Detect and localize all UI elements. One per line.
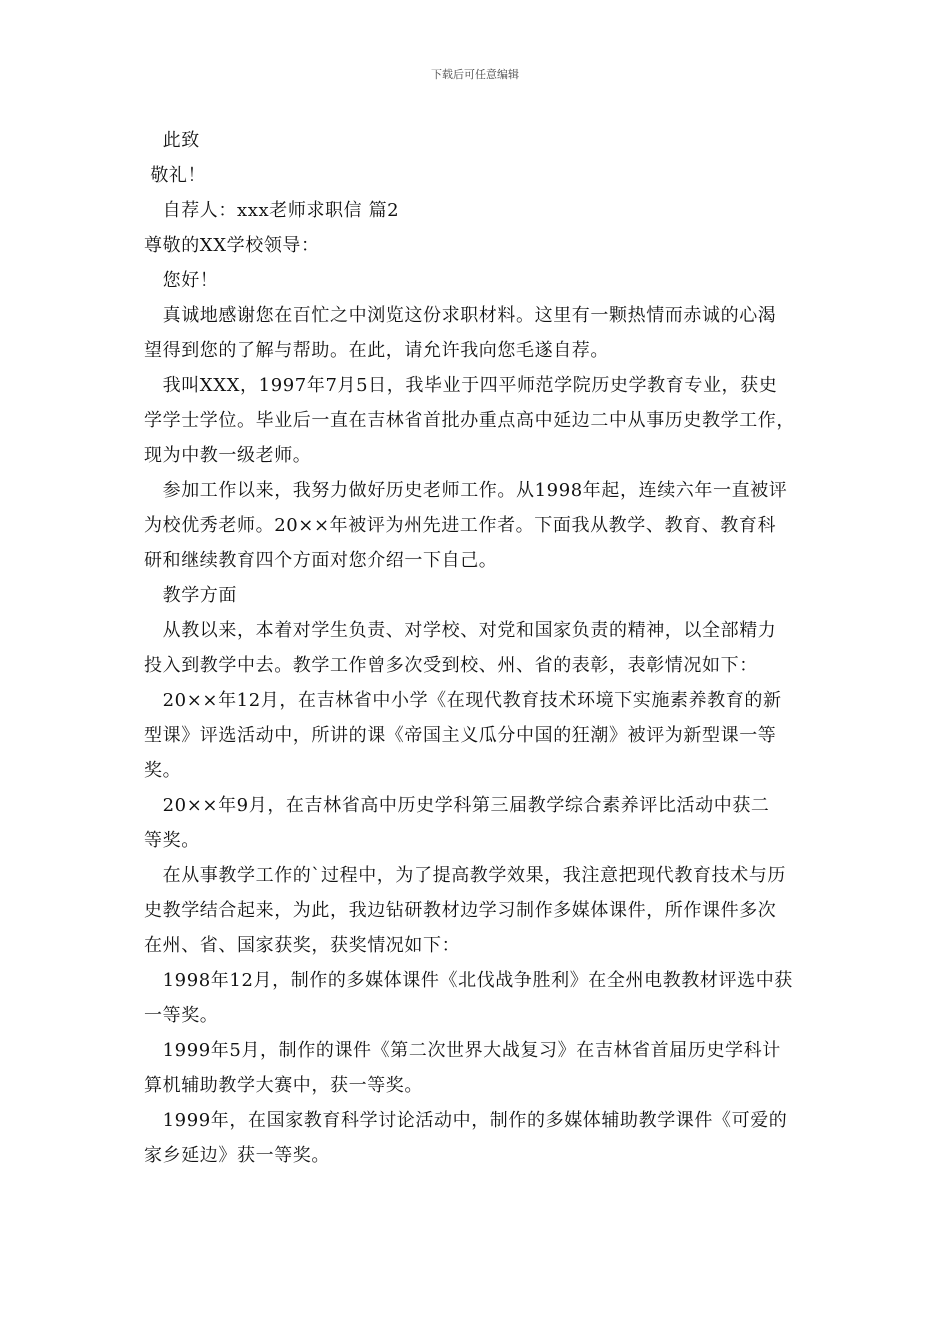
text-line: 史教学结合起来，为此，我边钻研教材边学习制作多媒体课件，所作课件多次 [144, 900, 777, 921]
text-line: 从教以来，本着对学生负责、对学校、对党和国家负责的精神，以全部精力 [144, 620, 777, 641]
text-line: 真诚地感谢您在百忙之中浏览这份求职材料。这里有一颗热情而赤诚的心渴 [144, 305, 777, 326]
text-line: 望得到您的了解与帮助。在此，请允许我向您毛遂自荐。 [144, 340, 609, 361]
letter-body [144, 123, 820, 1173]
text-line: 教学方面 [144, 585, 237, 606]
text-line: 一等奖。 [144, 1005, 219, 1026]
text-line: 参加工作以来，我努力做好历史老师工作。从1998年起，连续六年一直被评 [144, 480, 788, 501]
text-line: 等奖。 [144, 830, 200, 851]
text-line: 1998年12月，制作的多媒体课件《北伐战争胜利》在全州电教教材评选中获 [144, 970, 793, 991]
text-line: 投入到教学中去。教学工作曾多次受到校、州、省的表彰，表彰情况如下： [144, 655, 758, 676]
text-line: 学学士学位。毕业后一直在吉林省首批办重点高中延边二中从事历史教学工作， [144, 410, 795, 431]
text-line: 此致 [144, 130, 200, 151]
text-line: 家乡延边》获一等奖。 [144, 1145, 330, 1166]
text-line: 1999年，在国家教育科学讨论活动中，制作的多媒体辅助教学课件《可爱的 [144, 1110, 788, 1131]
text-line: 1999年5月，制作的课件《第二次世界大战复习》在吉林省首届历史学科计 [144, 1040, 781, 1061]
text-line: 算机辅助教学大赛中，获一等奖。 [144, 1075, 423, 1096]
text-line: 20××年9月，在吉林省高中历史学科第三届教学综合素养评比活动中获二 [144, 795, 770, 816]
text-line: 奖。 [144, 760, 182, 781]
text-line: 为校优秀老师。20××年被评为州先进工作者。下面我从教学、教育、教育科 [144, 515, 777, 536]
text-line: 尊敬的XX学校领导： [144, 235, 320, 256]
text-line: 在州、省、国家获奖，获奖情况如下： [144, 935, 461, 956]
text-line: 研和继续教育四个方面对您介绍一下自己。 [144, 550, 498, 571]
text-line: 自荐人：xxx老师求职信 篇2 [144, 200, 400, 221]
text-line: 我叫XXX，1997年7月5日，我毕业于四平师范学院历史学教育专业，获史 [144, 375, 778, 396]
text-line: 您好！ [144, 270, 219, 291]
text-line: 在从事教学工作的`过程中，为了提高教学效果，我注意把现代教育技术与历 [144, 865, 786, 886]
text-line: 敬礼！ [144, 165, 207, 186]
text-line: 现为中教一级老师。 [144, 445, 312, 466]
page-header: 下载后可任意编辑 [431, 68, 519, 81]
text-line: 型课》评选活动中，所讲的课《帝国主义瓜分中国的狂潮》被评为新型课一等 [144, 725, 777, 746]
text-line: 20××年12月，在吉林省中小学《在现代教育技术环境下实施素养教育的新 [144, 690, 782, 711]
